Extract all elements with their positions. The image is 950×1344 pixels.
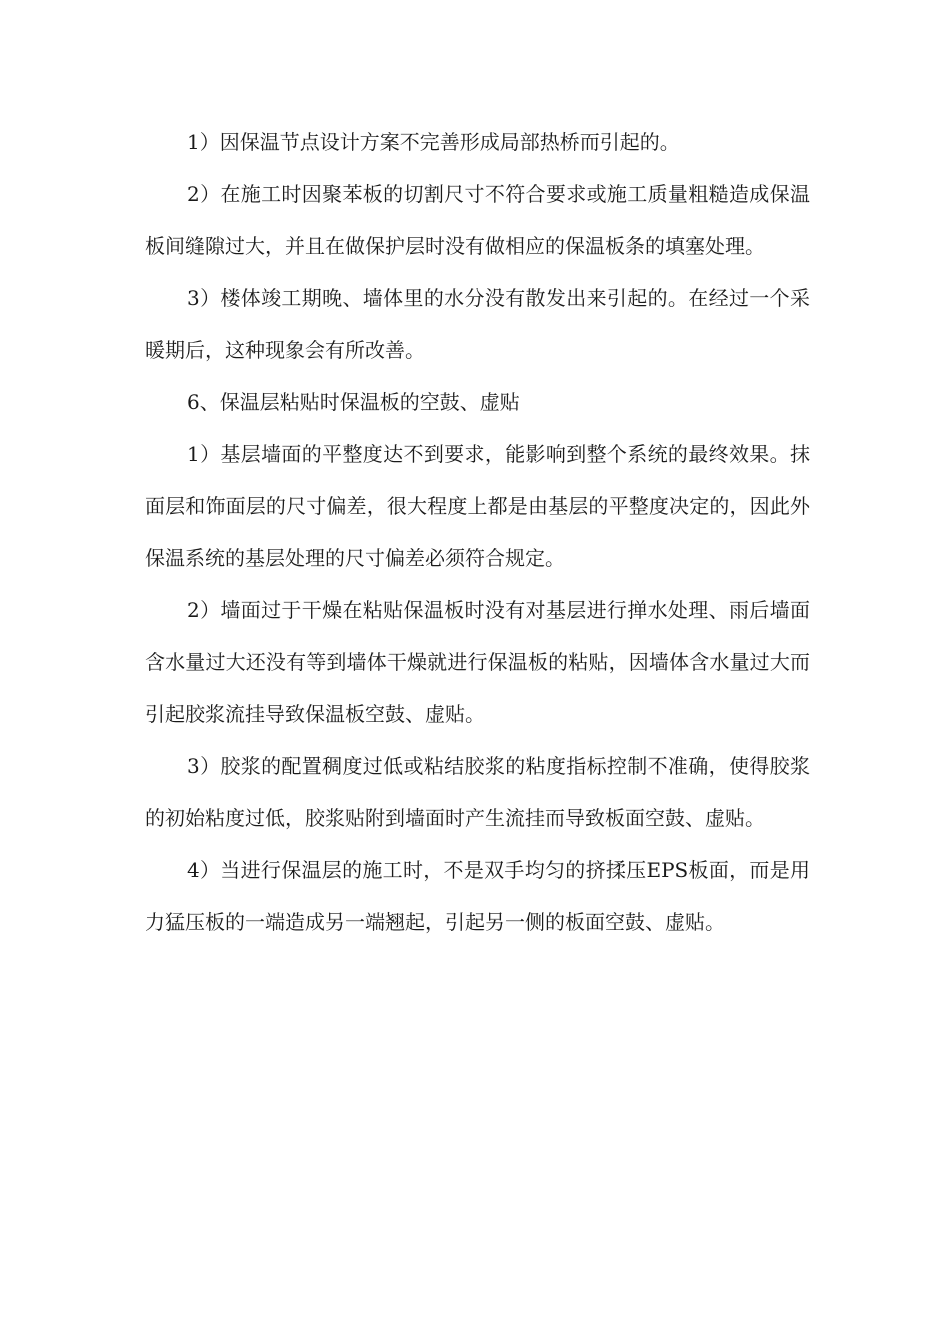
paragraph-cause-2: 2）在施工时因聚苯板的切割尺寸不符合要求或施工质量粗糙造成保温板间缝隙过大，并且在做保护层时没有做相应的保温板条的填塞处理。	[145, 182, 810, 258]
paragraph-hollow-2: 2）墙面过于干燥在粘贴保温板时没有对基层进行掸水处理、雨后墙面含水量过大还没有等到墙体干燥就进行保温板的粘贴，因墙体含水量过大而引起胶浆流挂导致保温板空鼓、虚贴。	[145, 598, 810, 726]
paragraph-hollow-3: 3）胶浆的配置稠度过低或粘结胶浆的粘度指标控制不准确，使得胶浆的初始粘度过低，胶浆贴附到墙面时产生流挂而导致板面空鼓、虚贴。	[145, 754, 810, 830]
document-body	[145, 116, 810, 948]
paragraph-hollow-1: 1）基层墙面的平整度达不到要求，能影响到整个系统的最终效果。抹面层和饰面层的尺寸偏差，很大程度上都是由基层的平整度决定的，因此外保温系统的基层处理的尺寸偏差必须符合规定。	[145, 442, 810, 570]
paragraph-cause-3: 3）楼体竣工期晚、墙体里的水分没有散发出来引起的。在经过一个采暖期后，这种现象会有所改善。	[145, 286, 810, 362]
section-heading-6: 6、保温层粘贴时保温板的空鼓、虚贴	[187, 390, 520, 414]
paragraph-hollow-4: 4）当进行保温层的施工时，不是双手均匀的挤揉压EPS板面，而是用力猛压板的一端造成另一端翘起，引起另一侧的板面空鼓、虚贴。	[145, 858, 810, 934]
paragraph-cause-1: 1）因保温节点设计方案不完善形成局部热桥而引起的。	[187, 130, 680, 154]
